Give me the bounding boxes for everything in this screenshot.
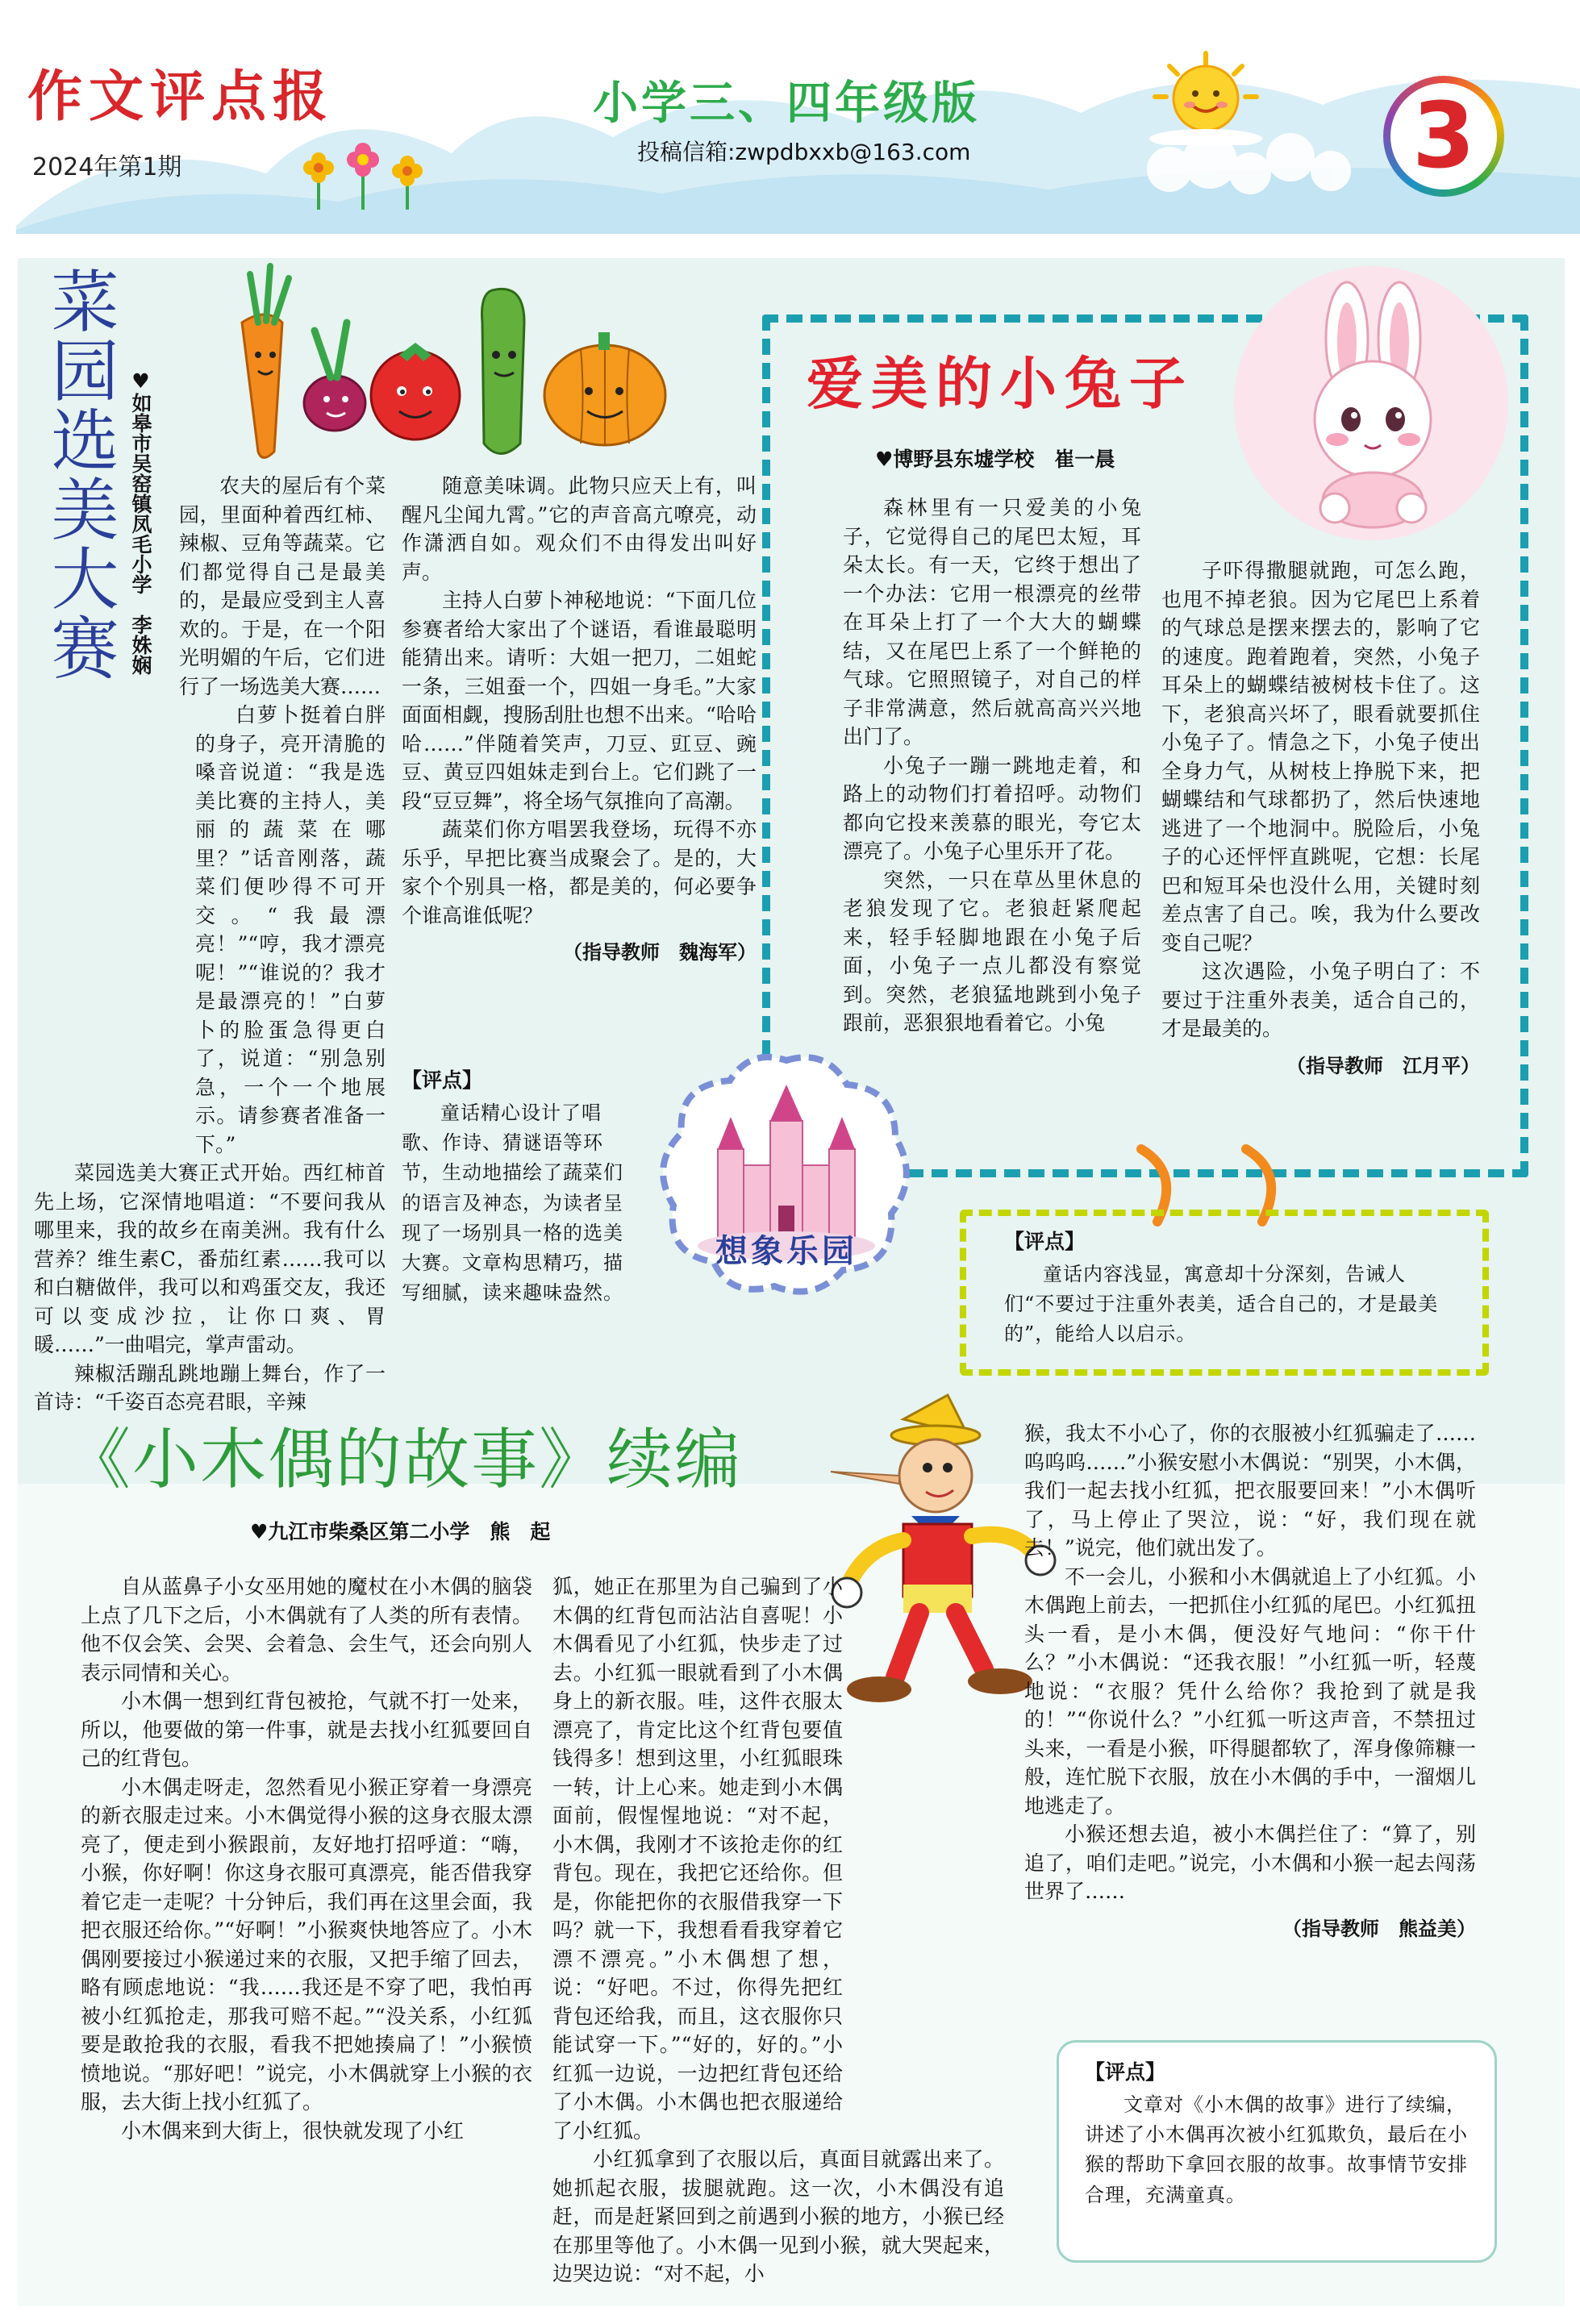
page-number-badge xyxy=(1383,76,1504,197)
article2-paragraph: 小兔子一蹦一跳地走着，和路上的动物们打着招呼。动物们都向它投来羡慕的眼光，夸它太漂亮了。小兔子心里乐开了花。 xyxy=(843,753,1141,863)
article1-column1 xyxy=(34,472,386,1417)
edition-title: 小学三、四年级版 xyxy=(593,77,980,130)
masthead-title: 作文评点报 xyxy=(27,65,335,129)
rabbit-illustration xyxy=(1234,266,1508,540)
article3-paragraph: 小红狐拿到了衣服以后，真面目就露出来了。她抓起衣服，拔腿就跑。这一次，小木偶没有追赶，而是赶紧回到之前遇到小猴的地方，小猴已经在那里等他了。小木偶一见到小猴，就大哭起来，边哭边说：“对不起，小 xyxy=(552,2147,1004,2285)
article1-comment xyxy=(402,1064,636,1308)
rabbit-icon xyxy=(1234,266,1508,540)
article2-paragraph: 这次遇险，小兔子明白了：不要过于注重外表美，适合自己的，才是最美的。 xyxy=(1161,960,1480,1040)
article1-col1-upper xyxy=(179,472,386,701)
article3-comment xyxy=(1085,2056,1472,2210)
article1-paragraph: 菜园选美大赛正式开始。西红柿首先上场，它深情地唱道：“不要问我从哪里来，我的故乡在南美洲。我有什么营养？维生素C，番茄红素……我可以和白糖做伴，我可以和鸡蛋交友，我还可以变成沙拉，让你口爽、胃暖……”一曲唱完，掌声雷动。 xyxy=(34,1161,386,1356)
article3-paragraph: 不一会儿，小猴和小木偶就追上了小红狐。小木偶跑上前去，一把抓住小红狐的尾巴。小红狐扭头一看，是小木偶，便没好气地问：“你干什么？”小木偶说：“还我衣服！”小红狐一听，轻蔑地说：“衣服？凭什么给你？我抢到了就是我的！”“你说什么？”小红狐一听这声音，不禁扭过头来，一看是小猴，吓得腿都软了，浑身像筛糠一般，连忙脱下衣服，放在小木偶的手中，一溜烟儿地逃走了。 xyxy=(1024,1564,1476,1818)
article2-teacher: （指导教师 江月平） xyxy=(1286,1054,1480,1077)
imagination-badge-label: 想象乐园 xyxy=(715,1233,857,1270)
article3-column1 xyxy=(81,1572,532,2145)
article2-column2 xyxy=(1161,556,1480,1078)
article2-paragraph: 森林里有一只爱美的小兔子，它觉得自己的尾巴太短，耳朵太长。有一天，它终于想出了一个办法：它用一根漂亮的丝带在耳朵上打了一个大大的蝴蝶结，又在尾巴上系了一个鲜艳的气球。它照照镜子，对自己的样子非常满意，然后就高高兴兴地出门了。 xyxy=(843,496,1141,748)
article1-comment-heading: 【评点】 xyxy=(402,1068,483,1092)
article3-paragraph: 小木偶来到大街上，很快就发现了小红 xyxy=(121,2118,465,2143)
article1-teacher: （指导教师 魏海军） xyxy=(563,941,757,964)
page-number: 3 xyxy=(1412,84,1475,189)
article3-column3 xyxy=(1024,1419,1476,1941)
article1-paragraph: 农夫的屋后有个菜园，里面种着西红柿、辣椒、豆角等蔬菜。它们都觉得自己是最美的，是最应受到主人喜欢的。于是，在一个阳光明媚的午后，它们进行了一场选美大赛…… xyxy=(179,474,386,698)
header xyxy=(0,0,1580,234)
article1-paragraph: 随意美味调。此物只应天上有，叫醒凡尘闻九霄。”它的声音高亢嘹亮，动作潇洒自如。观众们不由得发出叫好声。 xyxy=(402,474,757,584)
article3-col2-text xyxy=(552,1572,1004,2289)
vegetables-illustration xyxy=(226,258,677,468)
article1-byline: ♥如皋市吴窑镇凤毛小学 李姝娴 xyxy=(129,369,152,675)
article2-column1 xyxy=(843,494,1141,1038)
article3-comment-text: 文章对《小木偶的故事》进行了续编，讲述了小木偶再次被小红狐欺负，最后在小猴的帮助下拿回衣服的故事。故事情节安排合理，充满童真。 xyxy=(1085,2093,1468,2206)
article3-paragraph: 狐，她正在那里为自己骗到了小木偶的红背包而沾沾自喜呢！小木偶看见了小红狐，快步走了过去。小红狐一眼就看到了小木偶身上的新衣服。哇，这件衣服太漂亮了，肯定比这个红背包要值钱得多！想到这里，小红狐眼珠一转，计上心来。她走到小木偶面前，假惺惺地说：“对不起，小木偶，我刚才不该抢走你的红背包。现在，我把它还给你。但是，你能把你的衣服借我穿一下吗？就一下，我想看看我穿着它漂不漂亮。”小木偶想了想，说：“好吧。不过，你得先把红背包还给我，而且，这衣服你只能试穿一下。”“好的，好的。”小红狐一边说，一边把红背包还给了小木偶。小木偶也把衣服递给了小红狐。 xyxy=(552,1575,843,2143)
article1-paragraph: 蔬菜们你方唱罢我登场，玩得不亦乐乎，早把比赛当成聚会了。是的，大家个个别具一格，都是美的，何必要争个谁高谁低呢？ xyxy=(402,818,757,927)
imagination-badge xyxy=(653,1044,919,1302)
article1-paragraph: 白萝卜挺着白胖的身子，亮开清脆的嗓音说道：“我是选美比赛的主持人，美丽的蔬菜在哪里？”话音刚落，蔬菜们便吵得不可开交。“我最漂亮！”“哼，我才漂亮呢！”“谁说的？我才是最漂亮的！”白萝卜的脸蛋急得更白了，说道：“别急别急，一个一个地展示。请参赛者准备一下。” xyxy=(195,703,386,1156)
article1-column2 xyxy=(402,472,757,964)
submission-email: 投稿信箱:zwpdbxxb@163.com xyxy=(637,139,971,165)
article1-title: 菜园选美大赛 xyxy=(40,266,119,682)
article3-comment-heading: 【评点】 xyxy=(1085,2060,1166,2084)
article2-comment-heading: 【评点】 xyxy=(1004,1230,1086,1253)
article1-col1-lower xyxy=(34,701,386,1417)
article3-paragraph: 小木偶一想到红背包被抢，气就不打一处来，所以，他要做的第一件事，就是去找小红狐要回自己的红背包。 xyxy=(81,1689,532,1770)
article2-paragraph: 突然，一只在草丛里休息的老狼发现了它。老狼赶紧爬起来，轻手轻脚地跟在小兔子后面，小兔子一点儿都没有察觉到。突然，老狼猛地跳到小兔子跟前，恶狠狠地看着它。小兔 xyxy=(843,868,1141,1035)
issue-number: 2024年第1期 xyxy=(32,153,182,181)
article2-comment xyxy=(1004,1226,1456,1350)
article2-title: 爱美的小兔子 xyxy=(807,351,1194,417)
article3-teacher: （指导教师 熊益美） xyxy=(1282,1917,1476,1940)
article2-byline: ♥博野县东墟学校 崔一晨 xyxy=(875,448,1115,471)
article3-column2 xyxy=(552,1572,1004,2289)
article3-paragraph: 自从蓝鼻子小女巫用她的魔杖在小木偶的脑袋上点了几下之后，小木偶就有了人类的所有表情。他不仅会笑、会哭、会着急、会生气，还会向别人表示同情和关心。 xyxy=(81,1575,532,1685)
article2-paragraph: 子吓得撒腿就跑，可怎么跑，也甩不掉老狼。因为它尾巴上系着的气球总是摆来摆去的，影响了它的速度。跑着跑着，突然，小兔子耳朵上的蝴蝶结被树枝卡住了。这下，老狼高兴坏了，眼看就要抓住小兔子了。情急之下，小兔子使出全身力气，从树枝上挣脱下来，把蝴蝶结和气球都扔了，然后快速地逃进了一个地洞中。脱险后，小兔子的心还怦怦直跳呢，它想：长尾巴和短耳朵也没什么用，关键时刻差点害了自己。唉，我为什么要改变自己呢？ xyxy=(1161,559,1480,955)
article2-comment-text: 童话内容浅显，寓意却十分深刻，告诫人们“不要过于注重外表美，适合自己的，才是最美的”，能给人以启示。 xyxy=(1004,1263,1439,1346)
article3-paragraph: 猴，我太不小心了，你的衣服被小红狐骗走了……呜呜呜……”小猴安慰小木偶说：“别哭，小木偶，我们一起去找小红狐，把衣服要回来！”小木偶听了，马上停止了哭泣，说：“好，我们现在就去！”说完，他们就出发了。 xyxy=(1024,1422,1476,1560)
sun-icon xyxy=(1145,48,1266,145)
article1-comment-text: 童话精心设计了唱歌、作诗、猜谜语等环节，生动地描绘了蔬菜们的语言及神态，为读者呈现了一场别具一格的选美大赛。文章构思精巧，描写细腻，读来趣味盎然。 xyxy=(402,1102,623,1305)
article3-paragraph: 小猴还想去追，被小木偶拦住了：“算了，别追了，咱们走吧。”说完，小木偶和小猴一起去闯荡世界了…… xyxy=(1024,1822,1476,1903)
article3-title: 《小木偶的故事》续编 xyxy=(65,1422,743,1498)
article1-paragraph: 辣椒活蹦乱跳地蹦上舞台，作了一首诗：“千姿百态亮君眼，辛辣 xyxy=(34,1361,386,1414)
article3-paragraph: 小木偶走呀走，忽然看见小猴正穿着一身漂亮的新衣服走过来。小木偶觉得小猴的这身衣服太漂亮了，便走到小猴跟前，友好地打招呼道：“嗨，小猴，你好啊！你这身衣服可真漂亮，能否借我穿着它走一走呢？十分钟后，我们再在这里会面，我把衣服还给你。”“好啊！”小猴爽快地答应了。小木偶刚要接过小猴递过来的衣服，又把手缩了回去，略有顾虑地说：“我……我还是不穿了吧，我怕再被小红狐抢走，那我可赔不起。”“没关系，小红狐要是敢抢我的衣服，看我不把她揍扁了！”小猴愤愤地说。“那好吧！”说完，小木偶就穿上小猴的衣服，去大街上找小红狐了。 xyxy=(81,1775,532,2114)
article3-byline: ♥九江市柴桑区第二小学 熊 起 xyxy=(250,1520,551,1543)
article1-paragraph: 主持人白萝卜神秘地说：“下面几位参赛者给大家出了个谜语，看谁最聪明能猜出来。请听：大姐一把刀，二姐蛇一条，三姐蚕一个，四姐一身毛。”大家面面相觑，搜肠刮肚也想不出来。“哈哈哈……”伴随着笑声，刀豆、豇豆、豌豆、黄豆四姐妹走到台上。它们跳了一段“豆豆舞”，将全场气氛推向了高潮。 xyxy=(402,589,757,813)
flowers-icon xyxy=(298,137,427,210)
